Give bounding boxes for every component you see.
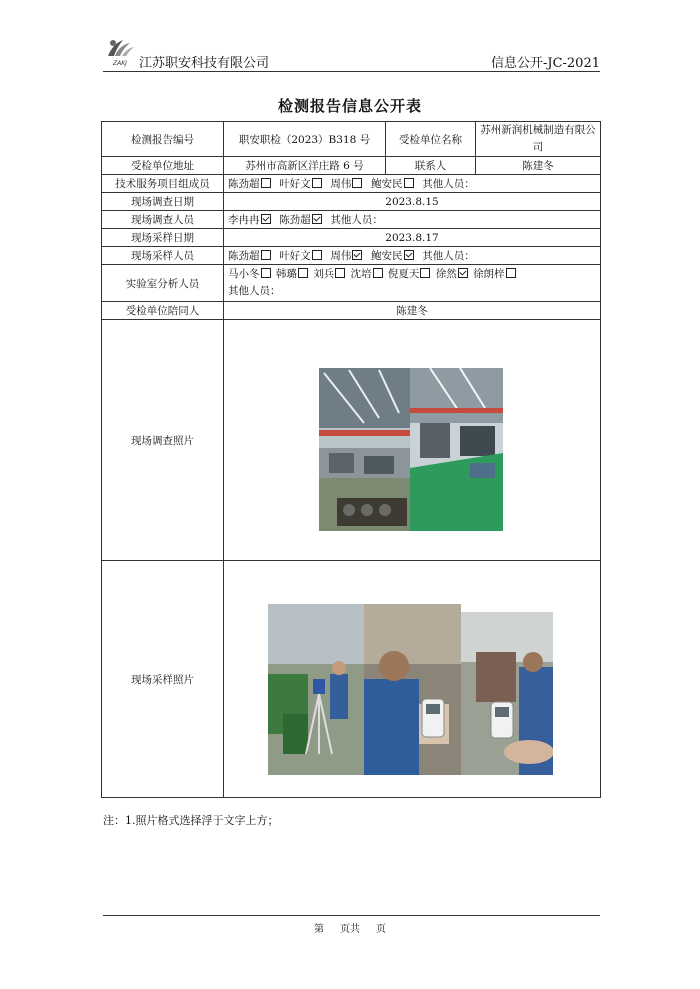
sampling-staff-checklist: 陈劲超 叶好文 周伟 鲍安民 其他人员：: [224, 247, 601, 265]
sampling-photo-3: [461, 612, 553, 775]
lab-analysts-checklist: 马小冬 韩璐 刘兵 沈培 倪夏天 徐然 徐朗梓 其他人员：: [224, 265, 601, 302]
checkbox[interactable]: [261, 268, 271, 278]
survey-staff-checklist: 李冉冉 陈劲超 其他人员：: [224, 211, 601, 229]
page-number: 第 页共 页: [314, 924, 386, 935]
page-header: [103, 34, 600, 72]
lab-analysts-label: 实验室分析人员: [102, 265, 224, 302]
checkbox[interactable]: [312, 178, 322, 188]
survey-date-label: 现场调查日期: [102, 193, 224, 211]
checkbox[interactable]: [312, 214, 322, 224]
checkbox[interactable]: [298, 268, 308, 278]
footer-rule: [103, 915, 600, 916]
table-row: [102, 122, 601, 157]
checkbox[interactable]: [506, 268, 516, 278]
table-row: [102, 193, 601, 211]
checkbox[interactable]: [420, 268, 430, 278]
footnote: 注：1.照片格式选择浮于文字上方；: [103, 814, 279, 827]
table-row: [102, 211, 601, 229]
sampling-photos-label: 现场采样照片: [102, 561, 224, 798]
sampling-date-label: 现场采样日期: [102, 229, 224, 247]
survey-photo-workshop-2: [410, 368, 503, 531]
checkbox[interactable]: [335, 268, 345, 278]
accompanying-person-value: 陈建冬: [224, 302, 601, 320]
checkbox[interactable]: [261, 178, 271, 188]
sampling-photo-1: [268, 604, 364, 775]
inspected-unit-name-label: 受检单位名称: [386, 122, 476, 157]
inspected-unit-name-value: 苏州新润机械制造有限公司: [476, 122, 601, 157]
team-members-checklist: 陈劲超 叶好文 周伟 鲍安民 其他人员：: [224, 175, 601, 193]
report-number-label: 检测报告编号: [102, 122, 224, 157]
table-row: [102, 175, 601, 193]
table-row: [102, 229, 601, 247]
checkbox[interactable]: [352, 250, 362, 260]
checkbox[interactable]: [373, 268, 383, 278]
accompanying-person-label: 受检单位陪同人: [102, 302, 224, 320]
table-row: [102, 247, 601, 265]
header-rule: [103, 71, 600, 72]
table-row: [102, 157, 601, 175]
sampling-staff-label: 现场采样人员: [102, 247, 224, 265]
checkbox[interactable]: [404, 250, 414, 260]
logo-text: ZAKJ: [113, 60, 127, 67]
checkbox[interactable]: [352, 178, 362, 188]
checkbox[interactable]: [261, 214, 271, 224]
survey-date-value: 2023.8.15: [224, 193, 601, 211]
checkbox[interactable]: [404, 178, 414, 188]
checkbox[interactable]: [261, 250, 271, 260]
table-row: [102, 302, 601, 320]
survey-staff-label: 现场调查人员: [102, 211, 224, 229]
company-name: 江苏职安科技有限公司: [139, 56, 270, 71]
survey-photo-workshop-1: [319, 368, 410, 531]
survey-photos-label: 现场调查照片: [102, 320, 224, 561]
checkbox[interactable]: [312, 250, 322, 260]
report-number-value: 职安职检（2023）B318 号: [224, 122, 386, 157]
contact-person-label: 联系人: [386, 157, 476, 175]
company-logo-icon: [103, 34, 137, 68]
unit-address-value: 苏州市高新区洋庄路 6 号: [224, 157, 386, 175]
sampling-date-value: 2023.8.17: [224, 229, 601, 247]
table-row: [102, 265, 601, 302]
contact-person-value: 陈建冬: [476, 157, 601, 175]
sampling-photo-2: [364, 604, 461, 775]
team-members-label: 技术服务项目组成员: [102, 175, 224, 193]
page-title: 检测报告信息公开表: [277, 97, 422, 115]
checkbox[interactable]: [458, 268, 468, 278]
unit-address-label: 受检单位地址: [102, 157, 224, 175]
document-code: 信息公开-JC-2021: [490, 56, 600, 71]
